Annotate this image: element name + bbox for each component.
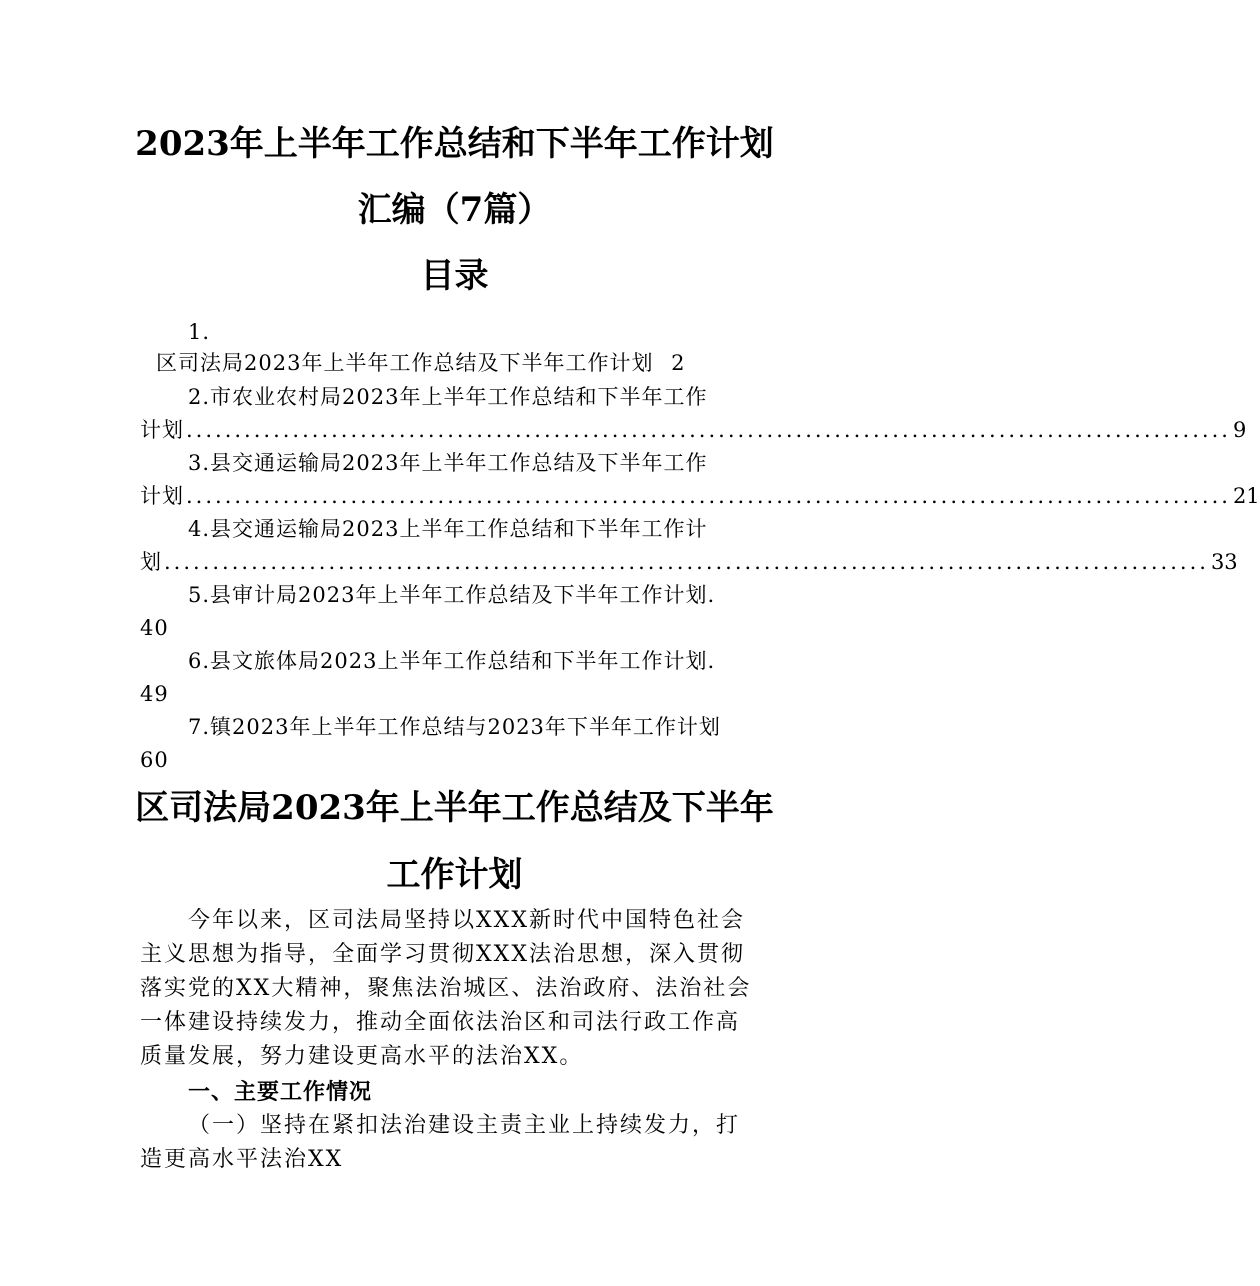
toc-item-1-page: 2 [671, 351, 686, 375]
toc-item-1-text: 区司法局2023年上半年工作总结及下半年工作计划 [156, 351, 654, 375]
toc-item-7-page[interactable]: 60 [140, 748, 169, 772]
toc-item-3-page: 21 [1232, 484, 1260, 508]
toc-heading: 目录 [420, 256, 489, 296]
toc-item-2-line1[interactable]: 2.市农业农村局2023年上半年工作总结和下半年工作 [188, 385, 708, 409]
toc-item-3-text-cont: 计划 [140, 484, 184, 508]
toc-item-4-line2[interactable] [140, 547, 1238, 577]
toc-item-1[interactable] [156, 348, 686, 378]
toc-item-2-text-cont: 计划 [140, 418, 184, 442]
article-title-line2: 工作计划 [386, 855, 523, 895]
section-heading: 一、主要工作情况 [188, 1080, 373, 1105]
toc-item-5-page[interactable]: 40 [140, 616, 169, 640]
toc-item-5-line1[interactable]: 5.县审计局2023年上半年工作总结及下半年工作计划. [188, 583, 716, 607]
toc-item-2-line2[interactable] [140, 415, 1247, 445]
toc-item-6-page[interactable]: 49 [140, 682, 169, 706]
toc-item-4-line1[interactable]: 4.县交通运输局2023上半年工作总结和下半年工作计 [188, 517, 708, 541]
paragraph-line: 主义思想为指导，全面学习贯彻XXX法治思想，深入贯彻 [140, 942, 745, 967]
subsection-heading-line: （一）坚持在紧扣法治建设主责主业上持续发力，打 [188, 1113, 741, 1138]
toc-item-3-line2[interactable] [140, 481, 1260, 511]
paragraph-line: 质量发展，努力建设更高水平的法治XX。 [140, 1044, 584, 1069]
toc-item-3-line1[interactable]: 3.县交通运输局2023年上半年工作总结及下半年工作 [188, 451, 708, 475]
toc-leader-dots: ............................................................................................................ [186, 418, 1231, 442]
toc-item-1-number: 1. [188, 320, 211, 344]
toc-item-7-line1[interactable]: 7.镇2023年上半年工作总结与2023年下半年工作计划 [188, 715, 721, 739]
article-title-line1: 区司法局2023年上半年工作总结及下半年 [135, 788, 774, 828]
toc-item-6-line1[interactable]: 6.县文旅体局2023上半年工作总结和下半年工作计划. [188, 649, 716, 673]
document-title-line1: 2023年上半年工作总结和下半年工作计划 [135, 124, 774, 164]
paragraph-line: 今年以来，区司法局坚持以XXX新时代中国特色社会 [188, 908, 745, 933]
subsection-heading-line: 造更高水平法治XX [140, 1147, 344, 1172]
toc-item-4-text-cont: 划 [140, 550, 162, 574]
toc-item-4-page: 33 [1210, 550, 1238, 574]
toc-item-2-page: 9 [1232, 418, 1247, 442]
toc-leader-dots: ............................................................................................................ [164, 550, 1209, 574]
paragraph-line: 一体建设持续发力，推动全面依法治区和司法行政工作高 [140, 1010, 741, 1035]
paragraph-line: 落实党的XX大精神，聚焦法治城区、法治政府、法治社会 [140, 976, 752, 1001]
document-title-line2: 汇编（7篇） [357, 190, 552, 230]
toc-leader-dots: ............................................................................................................ [186, 484, 1231, 508]
